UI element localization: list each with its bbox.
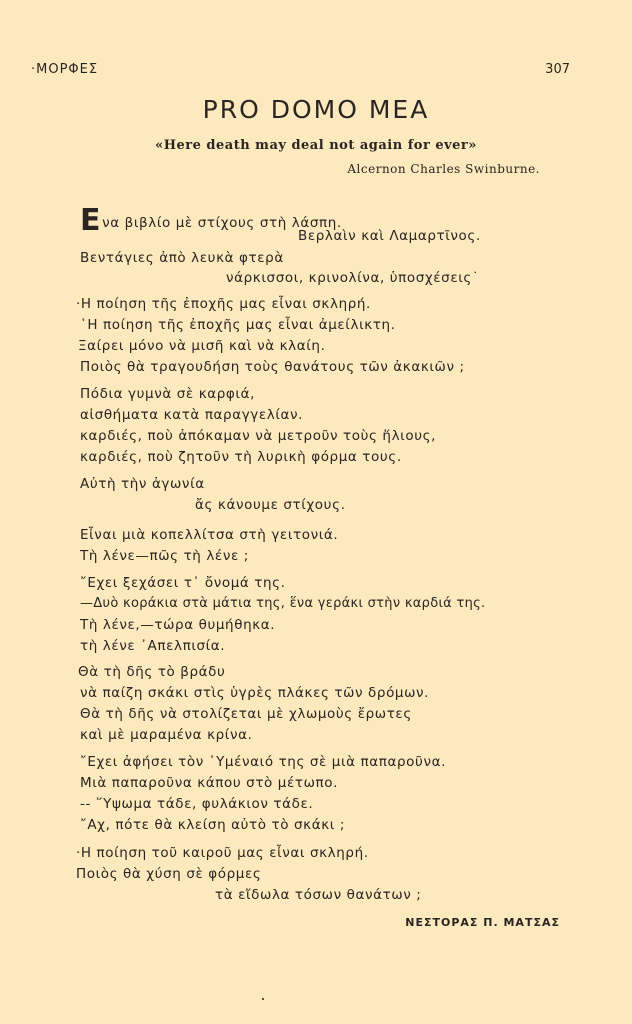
first-line-text: να βιβλίο μὲ στίχους στὴ λάσπη. [102, 215, 342, 231]
poem-line: Θὰ τὴ δῆς νὰ στολίζεται μὲ χλωμοὺς ἔρωτες [80, 706, 412, 722]
poem-line: -- ῞Υψωμα τάδε, φυλάκιον τάδε. [80, 796, 314, 812]
poem-line: Πόδια γυμνὰ σὲ καρφιά, [80, 386, 255, 402]
drop-cap: Ε [80, 203, 102, 238]
poem-line: ῎Εχει ξεχάσει τ᾽ ὄνομά της. [80, 575, 286, 591]
poem-line: Μιὰ παπαροῦνα κάπου στὸ μέτωπο. [80, 775, 339, 791]
poem-line: Ποιὸς θὰ τραγουδήση τοὺς θανάτους τῶν ἀκακιῶν ; [80, 359, 465, 375]
poem-line: Ποιὸς θὰ χύση σὲ φόρμες [76, 866, 262, 882]
poem-line: Βερλαὶν καὶ Λαμαρτῖνος. [298, 228, 481, 244]
poem-line: Τὴ λένε,—τώρα θυμήθηκα. [80, 617, 276, 633]
poem-line: ῎Αχ, πότε θὰ κλείση αὐτὸ τὸ σκάκι ; [80, 817, 345, 833]
author-signature: ΝΕΣΤΟΡΑΣ Π. ΜΑΤΣΑΣ [405, 916, 560, 929]
poem-line: Εἶναι μιὰ κοπελλίτσα στὴ γειτονιά. [80, 527, 339, 543]
page-speck [262, 998, 264, 1000]
epigraph-quote: «Here death may deal not again for ever» [155, 138, 477, 153]
journal-name: ·ΜΟΡΦΕΣ [31, 62, 99, 77]
poem-line: καρδιές, ποὺ ζητοῦν τὴ λυρικὴ φόρμα τους. [80, 449, 402, 465]
poem-line: τὴ λένε ᾽Απελπισία. [80, 638, 226, 654]
poem-line: ῾Η ποίηση τῆς ἐποχῆς μας εἶναι ἀμείλικτη. [80, 317, 396, 333]
poem-line: ῎Εχει ἀφήσει τὸν ῾Υμέναιό της σὲ μιὰ παπαροῦνα. [80, 754, 446, 770]
poem-line: Αὐτὴ τὴν ἀγωνία [80, 476, 205, 492]
poem-line: τὰ εἴδωλα τόσων θανάτων ; [215, 887, 422, 903]
poem-line: ·Η ποίηση τῆς ἐποχῆς μας εἶναι σκληρή. [76, 296, 371, 312]
poem-line: Τὴ λένε—πῶς τὴ λένε ; [80, 548, 249, 564]
page-number: 307 [545, 62, 570, 77]
poem-line: Βεντάγιες ἀπὸ λευκὰ φτερὰ [80, 250, 284, 266]
poem-line: —Δυὸ κοράκια στὰ μάτια της, ἕνα γεράκι στὴν καρδιά της. [80, 596, 486, 611]
poem-title: PRO DOMO MEA [202, 95, 430, 124]
epigraph-author: Alcernon Charles Swinburne. [347, 162, 540, 176]
poem-line: Ξαίρει μόνο νὰ μισῆ καὶ νὰ κλαίη. [78, 338, 326, 354]
poem-line: ·Η ποίηση τοῦ καιροῦ μας εἶναι σκληρή. [76, 845, 369, 861]
poem-line: νὰ παίζη σκάκι στὶς ὑγρὲς πλάκες τῶν δρόμων. [80, 685, 430, 701]
poem-line: καρδιές, ποὺ ἀπόκαμαν νὰ μετροῦν τοὺς ἥλιους, [80, 428, 437, 444]
poem-line: νάρκισσοι, κρινολίνα, ὑποσχέσεις˙ [226, 270, 480, 286]
poem-line: καὶ μὲ μαραμένα κρίνα. [80, 727, 253, 743]
poem-line: ἄς κάνουμε στίχους. [195, 497, 346, 513]
poem-line: Θὰ τὴ δῆς τὸ βράδυ [78, 664, 226, 680]
poem-line: αἰσθήματα κατὰ παραγγελίαν. [80, 407, 304, 423]
